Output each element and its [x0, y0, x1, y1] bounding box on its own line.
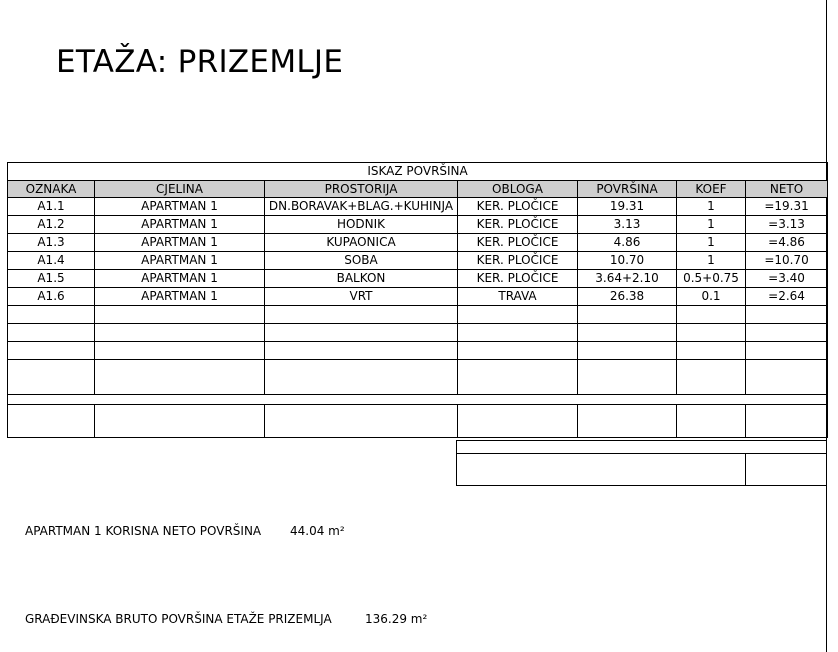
table-caption-row	[8, 163, 828, 181]
cell-koef: 1	[677, 252, 746, 270]
totals-box	[456, 440, 826, 486]
cell-cjelina: APARTMAN 1	[95, 252, 265, 270]
bruto-summary-label: GRAĐEVINSKA BRUTO POVRŠINA ETAŽE PRIZEMLJA	[25, 612, 332, 626]
cell-oznaka: A1.3	[8, 234, 95, 252]
cell-neto: =3.40	[746, 270, 828, 288]
cell-neto: =4.86	[746, 234, 828, 252]
cell-neto: =3.13	[746, 216, 828, 234]
cell-neto: =2.64	[746, 288, 828, 306]
empty-row	[8, 342, 828, 360]
area-table	[7, 162, 828, 438]
neto-summary	[25, 524, 345, 538]
cell-oznaka: A1.6	[8, 288, 95, 306]
neto-summary-label: APARTMAN 1 KORISNA NETO POVRŠINA	[25, 524, 262, 538]
header-cjelina: CJELINA	[95, 181, 265, 198]
cell-neto: =19.31	[746, 198, 828, 216]
neto-summary-value: 44.04 m²	[290, 524, 345, 538]
cell-koef: 1	[677, 234, 746, 252]
cell-povrsina: 26.38	[578, 288, 677, 306]
header-neto: NETO	[746, 181, 828, 198]
table-row	[8, 216, 828, 234]
cell-povrsina: 4.86	[578, 234, 677, 252]
totals-divider	[457, 453, 827, 454]
header-koef: KOEF	[677, 181, 746, 198]
table-row	[8, 252, 828, 270]
cell-prostorija: DN.BORAVAK+BLAG.+KUHINJA	[265, 198, 458, 216]
cell-oznaka: A1.5	[8, 270, 95, 288]
cell-obloga: KER. PLOČICE	[458, 198, 578, 216]
cell-prostorija: VRT	[265, 288, 458, 306]
cell-cjelina: APARTMAN 1	[95, 234, 265, 252]
table-caption: ISKAZ POVRŠINA	[8, 163, 828, 181]
header-obloga: OBLOGA	[458, 181, 578, 198]
cell-koef: 1	[677, 216, 746, 234]
cell-povrsina: 3.13	[578, 216, 677, 234]
cell-cjelina: APARTMAN 1	[95, 288, 265, 306]
header-povrsina: POVRŠINA	[578, 181, 677, 198]
cell-koef: 1	[677, 198, 746, 216]
empty-row	[8, 405, 828, 438]
cell-koef: 0.5+0.75	[677, 270, 746, 288]
cell-oznaka: A1.4	[8, 252, 95, 270]
cell-cjelina: APARTMAN 1	[95, 270, 265, 288]
cell-prostorija: BALKON	[265, 270, 458, 288]
cell-obloga: KER. PLOČICE	[458, 216, 578, 234]
cell-prostorija: KUPAONICA	[265, 234, 458, 252]
page-title: ETAŽA: PRIZEMLJE	[56, 44, 344, 80]
cell-oznaka: A1.2	[8, 216, 95, 234]
bruto-summary	[25, 612, 428, 626]
table-header-row	[8, 181, 828, 198]
cell-neto: =10.70	[746, 252, 828, 270]
cell-povrsina: 19.31	[578, 198, 677, 216]
table-row	[8, 234, 828, 252]
cell-obloga: KER. PLOČICE	[458, 270, 578, 288]
table-row	[8, 288, 828, 306]
empty-row	[8, 360, 828, 395]
empty-row	[8, 395, 828, 405]
empty-row	[8, 306, 828, 324]
cell-obloga: KER. PLOČICE	[458, 234, 578, 252]
cell-oznaka: A1.1	[8, 198, 95, 216]
cell-cjelina: APARTMAN 1	[95, 198, 265, 216]
table-row	[8, 198, 828, 216]
cell-obloga: KER. PLOČICE	[458, 252, 578, 270]
cell-prostorija: HODNIK	[265, 216, 458, 234]
cell-koef: 0.1	[677, 288, 746, 306]
header-oznaka: OZNAKA	[8, 181, 95, 198]
header-prostorija: PROSTORIJA	[265, 181, 458, 198]
table-row	[8, 270, 828, 288]
bruto-summary-value: 136.29 m²	[365, 612, 428, 626]
cell-cjelina: APARTMAN 1	[95, 216, 265, 234]
empty-row	[8, 324, 828, 342]
cell-povrsina: 3.64+2.10	[578, 270, 677, 288]
totals-split	[745, 453, 746, 486]
cell-povrsina: 10.70	[578, 252, 677, 270]
cell-prostorija: SOBA	[265, 252, 458, 270]
cell-obloga: TRAVA	[458, 288, 578, 306]
